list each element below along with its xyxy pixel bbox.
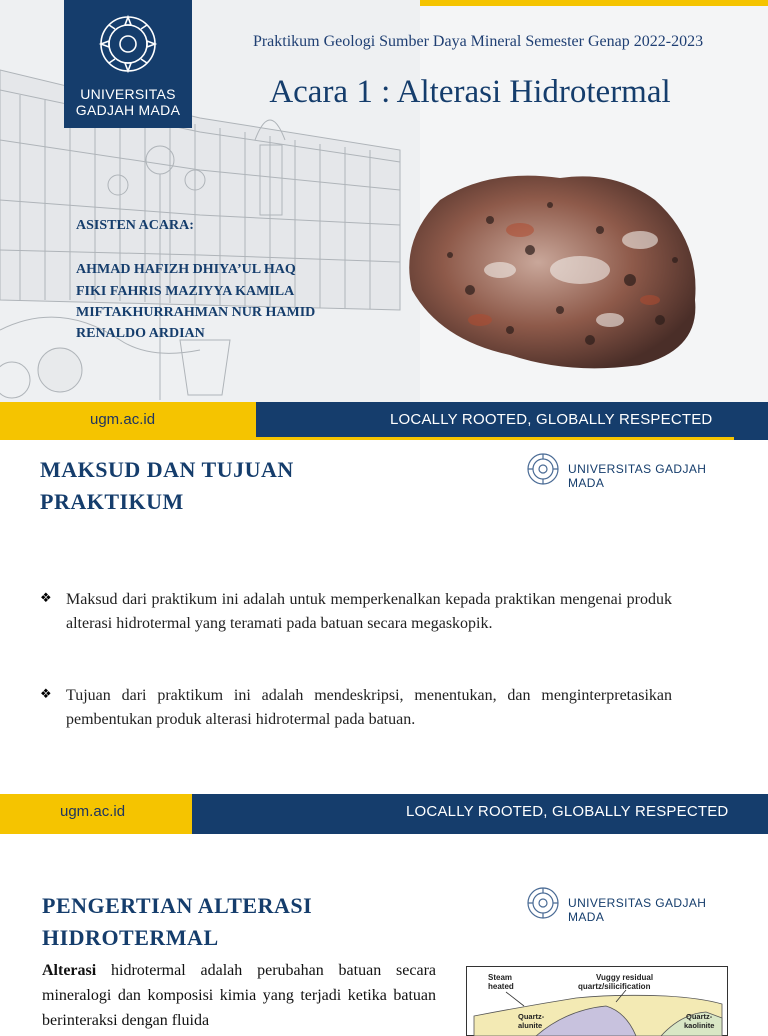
diagram-label: Quartz-: [518, 1012, 545, 1021]
diagram-label: Vuggy residual: [596, 973, 654, 982]
list-item: [40, 588, 672, 636]
ugm-seal-icon: [526, 886, 560, 920]
footer-url[interactable]: ugm.ac.id: [60, 803, 126, 820]
slide-title: Acara 1 : Alterasi Hidrotermal: [269, 74, 671, 110]
asisten-name: FIKI FAHRIS MAZIYYA KAMILA: [76, 284, 295, 299]
brand-label: UNIVERSITAS GADJAH MADA: [568, 896, 707, 924]
asisten-name: MIFTAKHURRAHMAN NUR HAMID: [76, 305, 316, 320]
brand-label: UNIVERSITAS GADJAH MADA: [568, 462, 707, 490]
asisten-name: AHMAD HAFIZH DHIYA’UL HAQ: [76, 262, 296, 277]
footer-bar: [0, 402, 768, 442]
section-heading: PENGERTIAN ALTERASI HIDROTERMAL: [42, 893, 313, 950]
diagram-label: heated: [488, 982, 514, 991]
footer-motto: LOCALLY ROOTED, GLOBALLY RESPECTED: [390, 411, 713, 428]
logo-line-1: UNIVERSITAS: [80, 86, 176, 102]
title-slide: [0, 0, 768, 440]
footer-motto: LOCALLY ROOTED, GLOBALLY RESPECTED: [406, 803, 729, 820]
asisten-label: ASISTEN ACARA:: [76, 218, 194, 233]
campus-building-sketch: [0, 0, 420, 405]
logo-line-2: GADJAH MADA: [75, 102, 181, 118]
definition-paragraph: Alterasi hidrotermal adalah perubahan batuan secara mineralogi dan komposisi kimia yang terjadi ketika batuan berinteraksi dengan fluida: [42, 962, 436, 1029]
bullet-text: Maksud dari praktikum ini adalah untuk memperkenalkan kepada praktikan mengenai produk alterasi hidrotermal yang teramati pada batuan secara megaskopik.: [66, 591, 672, 632]
bullet-text: Tujuan dari praktikum ini adalah mendeskripsi, menentukan, dan menginterpretasikan pembentukan produk alterasi hidrotermal pada batuan.: [66, 687, 672, 728]
section-heading: MAKSUD DAN TUJUAN PRAKTIKUM: [40, 457, 294, 514]
diagram-label: quartz/silicification: [578, 982, 651, 991]
ugm-seal-icon: [526, 452, 560, 486]
ugm-brand: [526, 886, 736, 922]
list-item: [40, 684, 672, 732]
ugm-seal-icon: [98, 14, 158, 74]
diagram-label: kaolinite: [684, 1021, 715, 1030]
diamond-bullet-icon: ❖: [40, 590, 52, 605]
diagram-label: alunite: [518, 1021, 543, 1030]
alteration-zone-diagram: [466, 966, 728, 1036]
ugm-brand: [526, 452, 736, 488]
rock-specimen-image: [400, 160, 710, 380]
purpose-slide: [0, 440, 768, 834]
course-subtitle: Praktikum Geologi Sumber Daya Mineral Semester Genap 2022-2023: [252, 33, 704, 50]
diagram-label: Steam: [488, 973, 513, 982]
definition-slide: [0, 834, 768, 1030]
diamond-bullet-icon: ❖: [40, 686, 52, 701]
footer-url[interactable]: ugm.ac.id: [90, 411, 156, 428]
footer-bar: [0, 794, 768, 834]
diagram-label: Quartz-: [686, 1012, 713, 1021]
asisten-name: RENALDO ARDIAN: [76, 326, 205, 341]
ugm-logo[interactable]: [64, 0, 192, 128]
